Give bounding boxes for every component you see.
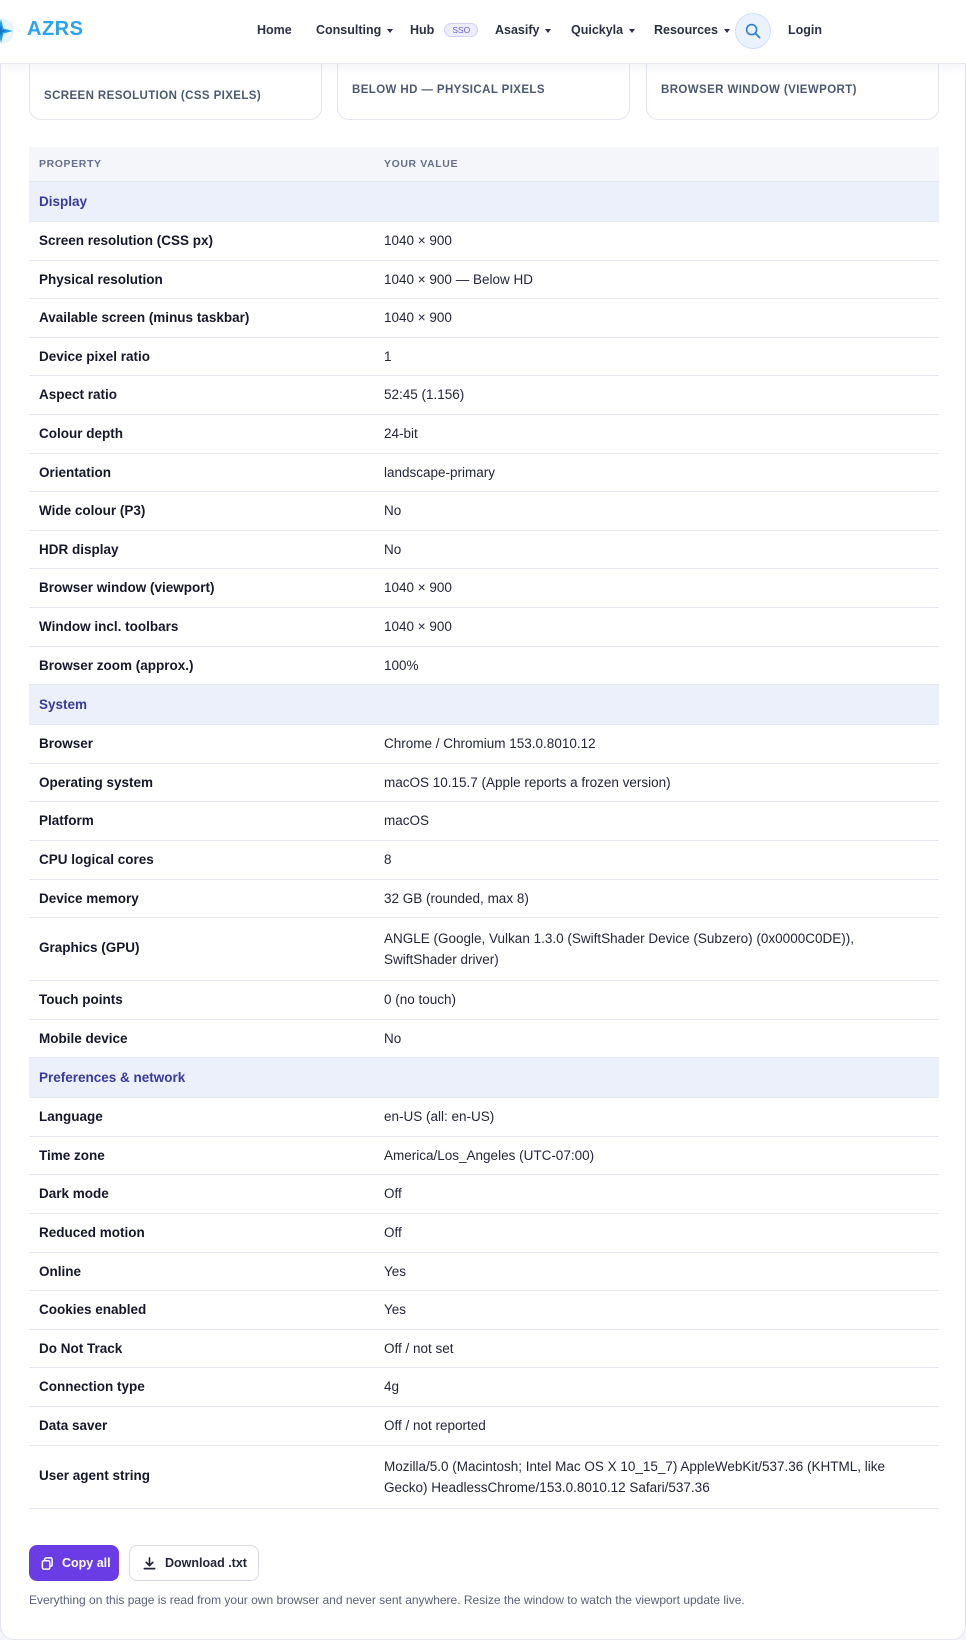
property-value: en-US (all: en-US) <box>384 1109 495 1125</box>
property-value: macOS 10.15.7 (Apple reports a frozen version) <box>384 774 671 790</box>
property-name: Device memory <box>39 890 139 906</box>
property-name: HDR display <box>39 541 119 557</box>
property-value: 100% <box>384 657 419 673</box>
property-value: Off <box>384 1186 402 1202</box>
property-value: 8 <box>384 851 392 867</box>
property-name: Browser window (viewport) <box>39 580 215 596</box>
table-header <box>29 147 939 182</box>
table-row <box>29 1098 939 1137</box>
property-name: Time zone <box>39 1147 105 1163</box>
table-row <box>29 492 939 531</box>
search-button[interactable] <box>735 13 771 49</box>
property-name: User agent string <box>39 1467 151 1483</box>
table-row <box>29 841 939 880</box>
property-name: Platform <box>39 813 94 829</box>
table-row <box>29 299 939 338</box>
property-name: Orientation <box>39 464 112 480</box>
brand-logo-icon <box>0 14 22 48</box>
property-name: Dark mode <box>39 1186 109 1202</box>
property-value: Off / not set <box>384 1340 454 1356</box>
table-row <box>29 802 939 841</box>
section-row-display <box>29 182 939 222</box>
table-row <box>29 764 939 803</box>
property-name: Colour depth <box>39 425 123 441</box>
browser-info-table <box>29 147 939 1509</box>
section-row-preferences-network <box>29 1058 939 1098</box>
nav-consulting-label: Consulting <box>316 23 382 37</box>
property-name: Screen resolution (CSS px) <box>39 233 214 248</box>
property-value: 1040 × 900 <box>384 310 452 326</box>
login-label: Login <box>788 23 823 37</box>
table-row <box>29 1214 939 1253</box>
property-value: No <box>384 541 402 557</box>
table-row <box>29 1330 939 1369</box>
property-name: Physical resolution <box>39 271 163 287</box>
property-name: Cookies enabled <box>39 1302 147 1318</box>
section-row-system <box>29 685 939 725</box>
nav-asasify[interactable] <box>495 23 551 37</box>
copy-all-label: Copy all <box>62 1556 111 1570</box>
nav-home[interactable] <box>257 23 292 37</box>
table-row <box>29 338 939 377</box>
table-row <box>29 1446 939 1509</box>
table-row <box>29 261 939 300</box>
table-body <box>29 182 939 1509</box>
property-value: 32 GB (rounded, max 8) <box>384 890 529 906</box>
copy-all-button[interactable] <box>29 1545 119 1581</box>
property-value: 4g <box>384 1379 400 1395</box>
table-row <box>29 569 939 608</box>
chevron-down-icon <box>629 29 635 33</box>
property-value: Chrome / Chromium 153.0.8010.12 <box>384 736 596 752</box>
table-row <box>29 725 939 764</box>
download-txt-label: Download .txt <box>165 1556 247 1570</box>
property-name: Browser <box>39 736 94 752</box>
search-icon <box>745 23 761 39</box>
property-name: Graphics (GPU) <box>39 940 140 956</box>
brand-name[interactable]: AZRS <box>27 18 84 40</box>
table-row <box>29 918 939 981</box>
property-value: America/Los_Angeles (UTC-07:00) <box>384 1147 595 1163</box>
table-row <box>29 608 939 647</box>
property-name: Reduced motion <box>39 1225 145 1241</box>
chevron-down-icon <box>387 29 393 33</box>
table-row <box>29 1253 939 1292</box>
nav-hub-label: Hub <box>410 23 435 37</box>
property-value: Yes <box>384 1302 407 1318</box>
nav-quickyla[interactable] <box>571 23 635 37</box>
property-value: Off <box>384 1225 402 1241</box>
stat-caption: SCREEN RESOLUTION (CSS PIXELS) <box>44 90 262 102</box>
property-name: Mobile device <box>39 1030 128 1046</box>
section-title: Preferences & network <box>39 1070 186 1086</box>
table-row <box>29 454 939 493</box>
table-row <box>29 531 939 570</box>
property-value: No <box>384 1030 402 1046</box>
chevron-down-icon <box>724 29 730 33</box>
property-value: 0 (no touch) <box>384 992 457 1008</box>
top-navbar <box>0 0 966 64</box>
table-row <box>29 415 939 454</box>
property-name: Connection type <box>39 1379 145 1395</box>
table-row <box>29 376 939 415</box>
property-name: Device pixel ratio <box>39 348 151 364</box>
chevron-down-icon <box>545 29 551 33</box>
download-txt-button[interactable] <box>129 1545 259 1581</box>
property-value: 24-bit <box>384 425 418 441</box>
section-title: System <box>39 697 88 713</box>
column-header-property: PROPERTY <box>39 158 102 170</box>
property-value: No <box>384 503 402 519</box>
property-value: ANGLE (Google, Vulkan 1.3.0 (SwiftShader Device (Subzero) (0x0000C0DE)), SwiftShader driver) <box>384 931 854 968</box>
property-name: Operating system <box>39 774 154 790</box>
property-name: Touch points <box>39 992 123 1008</box>
property-name: Browser zoom (approx.) <box>39 657 194 673</box>
table-row <box>29 1407 939 1446</box>
stat-caption: BELOW HD — PHYSICAL PIXELS <box>352 84 545 96</box>
column-header-value: YOUR VALUE <box>384 158 459 170</box>
privacy-footnote: Everything on this page is read from your own browser and never sent anywhere. Resize the window to watch the viewport update live. <box>29 1593 745 1607</box>
table-row <box>29 1291 939 1330</box>
property-name: Language <box>39 1109 103 1125</box>
stat-caption: BROWSER WINDOW (VIEWPORT) <box>661 84 857 96</box>
property-value: Off / not reported <box>384 1418 486 1434</box>
table-row <box>29 222 939 261</box>
property-value: 1040 × 900 <box>384 580 452 596</box>
table-row <box>29 647 939 686</box>
property-value: 1040 × 900 — Below HD <box>384 271 533 287</box>
property-value: 52:45 (1.156) <box>384 387 465 403</box>
property-name: Online <box>39 1263 82 1279</box>
property-value: Mozilla/5.0 (Macintosh; Intel Mac OS X 10_15_7) AppleWebKit/537.36 (KHTML, like Gecko) HeadlessChrome/153.0.8010.12 Safari/537.36 <box>384 1458 885 1495</box>
nav-consulting[interactable] <box>316 23 393 37</box>
login-link[interactable] <box>788 23 822 37</box>
property-name: Do Not Track <box>39 1340 123 1356</box>
property-name: Available screen (minus taskbar) <box>39 310 250 326</box>
download-icon <box>143 1557 156 1570</box>
nav-resources[interactable] <box>654 23 730 37</box>
property-name: Wide colour (P3) <box>39 503 146 519</box>
section-title: Display <box>39 194 88 209</box>
table-row <box>29 880 939 919</box>
table-row <box>29 1137 939 1176</box>
table-row <box>29 981 939 1020</box>
property-value: Yes <box>384 1263 407 1279</box>
nav-asasify-label: Asasify <box>495 23 540 37</box>
property-name: Data saver <box>39 1418 108 1434</box>
property-value: macOS <box>384 813 430 829</box>
property-value: landscape-primary <box>384 464 496 480</box>
table-row <box>29 1368 939 1407</box>
nav-home-label: Home <box>257 23 292 37</box>
property-value: 1040 × 900 <box>384 618 452 634</box>
property-value: 1 <box>384 348 392 364</box>
property-name: Window incl. toolbars <box>39 618 179 634</box>
property-name: CPU logical cores <box>39 851 154 867</box>
nav-resources-label: Resources <box>654 23 718 37</box>
table-row <box>29 1175 939 1214</box>
copy-icon <box>41 1557 54 1570</box>
property-name: Aspect ratio <box>39 387 118 403</box>
nav-hub[interactable] <box>410 23 478 37</box>
sso-badge: SSO <box>444 23 478 37</box>
property-value: 1040 × 900 <box>384 233 452 248</box>
nav-quickyla-label: Quickyla <box>571 23 624 37</box>
table-row <box>29 1020 939 1059</box>
